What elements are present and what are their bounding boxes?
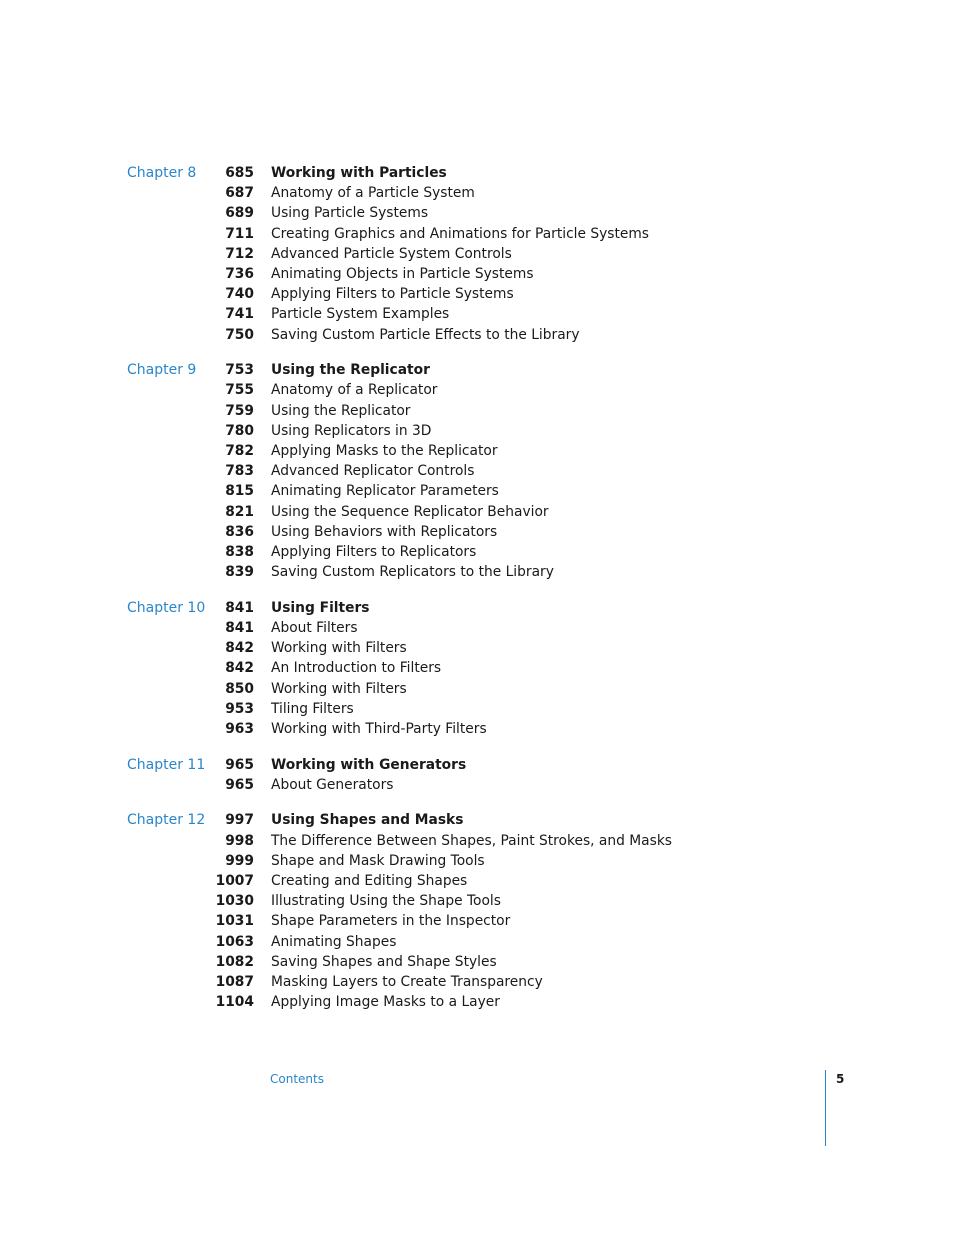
section-title: Tiling Filters (271, 700, 354, 717)
toc-entry[interactable] (0, 932, 954, 952)
chapter-label[interactable]: Chapter 10 (127, 599, 206, 616)
page-number: 753 (225, 362, 254, 379)
toc-entry[interactable] (0, 264, 954, 284)
page-number: 755 (225, 382, 254, 399)
page-number: 780 (225, 422, 254, 439)
chapter-title: Using Shapes and Masks (271, 812, 464, 829)
page-number: 815 (225, 483, 254, 500)
section-title: Illustrating Using the Shape Tools (271, 893, 501, 910)
toc-entry[interactable] (0, 831, 954, 851)
section-title: Particle System Examples (271, 306, 450, 323)
section-title: Saving Shapes and Shape Styles (271, 953, 497, 970)
chapter-block (0, 598, 954, 739)
section-title: About Generators (271, 776, 394, 793)
section-title: An Introduction to Filters (271, 660, 442, 677)
section-title: Shape and Mask Drawing Tools (271, 852, 485, 869)
section-title: Using the Replicator (271, 402, 411, 419)
chapter-title-row[interactable] (0, 598, 954, 618)
toc-entry[interactable] (0, 952, 954, 972)
page-number: 687 (225, 185, 254, 202)
page-number: 836 (225, 523, 254, 540)
chapter-label[interactable]: Chapter 9 (127, 362, 197, 379)
chapter-title: Using Filters (271, 599, 370, 616)
section-title: Using Replicators in 3D (271, 422, 432, 439)
toc-entry[interactable] (0, 992, 954, 1012)
section-title: Working with Filters (271, 680, 407, 697)
page-number: 839 (225, 564, 254, 581)
section-title: Using the Sequence Replicator Behavior (271, 503, 549, 520)
section-title: Masking Layers to Create Transparency (271, 973, 543, 990)
toc-entry[interactable] (0, 542, 954, 562)
toc-entry[interactable] (0, 891, 954, 911)
section-title: Working with Filters (271, 640, 407, 657)
page-number: 841 (225, 599, 254, 616)
chapter-title: Working with Generators (271, 756, 467, 773)
page-number: 999 (225, 852, 254, 869)
chapter-block (0, 755, 954, 795)
section-title: Using Particle Systems (271, 205, 429, 222)
section-title: Advanced Replicator Controls (271, 463, 475, 480)
section-title: Advanced Particle System Controls (271, 245, 512, 262)
footer-page-number: 5 (836, 1072, 845, 1086)
section-title: Applying Masks to the Replicator (271, 442, 498, 459)
page-number: 689 (225, 205, 254, 222)
chapter-title-row[interactable] (0, 163, 954, 183)
chapter-title: Working with Particles (271, 165, 447, 181)
chapter-title-row[interactable] (0, 755, 954, 775)
section-title: Creating Graphics and Animations for Particle Systems (271, 225, 649, 242)
toc-entry[interactable] (0, 851, 954, 871)
section-title: Saving Custom Replicators to the Library (271, 564, 554, 581)
toc-entry[interactable] (0, 658, 954, 678)
section-title: Applying Image Masks to a Layer (271, 994, 500, 1011)
footer-section-label[interactable]: Contents (270, 1072, 324, 1086)
toc-entry[interactable] (0, 719, 954, 739)
page-number: 1082 (215, 953, 254, 970)
toc-entry[interactable] (0, 699, 954, 719)
toc-entry[interactable] (0, 284, 954, 304)
page-number: 953 (225, 700, 254, 717)
chapter-block (0, 163, 954, 345)
page-number: 783 (225, 463, 254, 480)
section-title: Shape Parameters in the Inspector (271, 913, 511, 930)
section-title: The Difference Between Shapes, Paint Strokes, and Masks (271, 832, 672, 849)
page-number: 838 (225, 543, 254, 560)
page-number: 685 (225, 165, 254, 181)
page-number: 963 (225, 720, 254, 737)
page-number: 750 (225, 326, 254, 343)
page-number: 741 (225, 306, 254, 323)
page-number: 1031 (215, 913, 254, 930)
section-title: Applying Filters to Particle Systems (271, 286, 514, 303)
toc-entry[interactable] (0, 562, 954, 582)
toc-entry[interactable] (0, 224, 954, 244)
page-number: 998 (225, 832, 254, 849)
page-number: 841 (225, 619, 254, 636)
toc-entry[interactable] (0, 244, 954, 264)
footer-divider (825, 1070, 826, 1146)
toc-entry[interactable] (0, 502, 954, 522)
page-number: 842 (225, 640, 254, 657)
toc-entry[interactable] (0, 441, 954, 461)
page-number: 1063 (215, 933, 254, 950)
section-title: Applying Filters to Replicators (271, 543, 477, 560)
section-title: Animating Shapes (271, 933, 397, 950)
toc-entry[interactable] (0, 638, 954, 658)
page-number: 1007 (215, 873, 254, 889)
toc-entry[interactable] (0, 421, 954, 441)
chapter-block (0, 810, 954, 1012)
toc-entry[interactable] (0, 618, 954, 638)
page-number: 965 (225, 776, 254, 793)
chapter-title: Using the Replicator (271, 362, 430, 379)
toc-entry[interactable] (0, 325, 954, 345)
chapter-label[interactable]: Chapter 11 (127, 756, 206, 773)
section-title: Saving Custom Particle Effects to the Library (271, 326, 580, 343)
page-number: 712 (225, 245, 254, 262)
toc-entry[interactable] (0, 679, 954, 699)
section-title: Working with Third-Party Filters (271, 720, 487, 737)
toc-entry[interactable] (0, 461, 954, 481)
page-number: 1104 (215, 994, 254, 1011)
chapter-title-row[interactable] (0, 810, 954, 830)
page-number: 842 (225, 660, 254, 677)
toc-entry[interactable] (0, 972, 954, 992)
toc-entry[interactable] (0, 911, 954, 931)
page-number: 759 (225, 402, 254, 419)
toc-entry[interactable] (0, 183, 954, 203)
page-number: 850 (225, 680, 254, 697)
page-number: 1030 (215, 893, 254, 910)
toc-entry[interactable] (0, 522, 954, 542)
table-of-contents (0, 163, 954, 1028)
toc-entry[interactable] (0, 775, 954, 795)
toc-entry[interactable] (0, 871, 954, 891)
page-number: 821 (225, 503, 254, 520)
section-title: About Filters (271, 619, 358, 636)
page-number: 997 (225, 812, 254, 829)
toc-entry[interactable] (0, 304, 954, 324)
page-number: 782 (225, 442, 254, 459)
page-number: 965 (225, 756, 254, 773)
chapter-block (0, 360, 954, 582)
page-number: 740 (225, 286, 254, 303)
chapter-label[interactable]: Chapter 8 (127, 165, 197, 181)
section-title: Anatomy of a Replicator (271, 382, 438, 399)
toc-entry[interactable] (0, 401, 954, 421)
page-number: 736 (225, 265, 254, 282)
page-number: 711 (225, 225, 254, 242)
section-title: Anatomy of a Particle System (271, 185, 475, 202)
section-title: Using Behaviors with Replicators (271, 523, 498, 540)
toc-entry[interactable] (0, 380, 954, 400)
section-title: Animating Objects in Particle Systems (271, 265, 534, 282)
chapter-label[interactable]: Chapter 12 (127, 812, 206, 829)
page-number: 1087 (215, 973, 254, 990)
chapter-title-row[interactable] (0, 360, 954, 380)
section-title: Creating and Editing Shapes (271, 873, 468, 889)
section-title: Animating Replicator Parameters (271, 483, 499, 500)
toc-entry[interactable] (0, 203, 954, 223)
toc-entry[interactable] (0, 481, 954, 501)
